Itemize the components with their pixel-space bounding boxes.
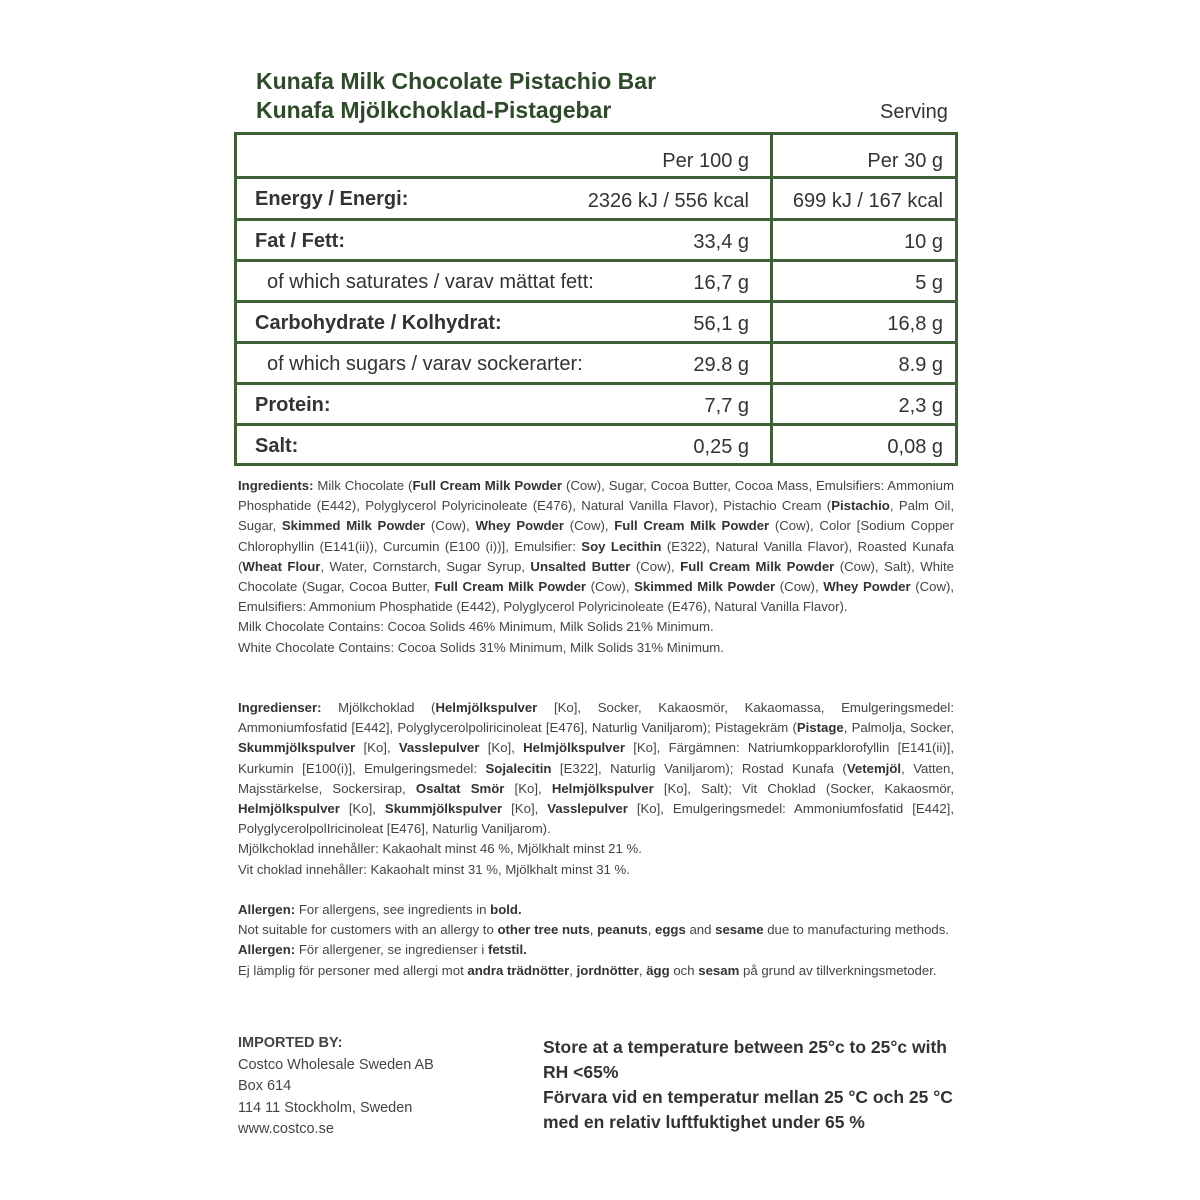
row-divider	[237, 341, 955, 344]
row-label-fat: Fat / Fett:	[255, 230, 345, 252]
storage-instructions	[543, 1035, 963, 1135]
row-divider	[237, 382, 955, 385]
importer-block	[238, 1033, 434, 1141]
energy-per-100g: 2326 kJ / 556 kcal	[587, 190, 749, 212]
row-divider	[237, 259, 955, 262]
salt-per-100g: 0,25 g	[693, 436, 749, 458]
protein-per-100g: 7,7 g	[704, 395, 749, 417]
row-label-saturates: of which saturates / varav mättat fett:	[267, 271, 594, 293]
sugars-per-30g: 8.9 g	[898, 354, 943, 376]
allergen-block	[238, 900, 954, 981]
carbohydrate-per-30g: 16,8 g	[887, 313, 943, 335]
carbohydrate-per-100g: 56,1 g	[693, 313, 749, 335]
row-label-energy: Energy / Energi:	[255, 188, 409, 210]
importer-website: www.costco.se	[238, 1121, 334, 1137]
row-divider	[237, 176, 955, 179]
row-label-sugars: of which sugars / varav sockerarter:	[267, 353, 583, 375]
allergen-english-note: Allergen: For allergens, see ingredients in bold.	[238, 902, 522, 917]
allergen-english-warning: Not suitable for customers with an allergy to other tree nuts, peanuts, eggs and sesame due to manufacturing methods.	[238, 922, 950, 938]
row-label-protein: Protein:	[255, 394, 331, 416]
salt-per-30g: 0,08 g	[887, 436, 943, 458]
row-divider	[237, 423, 955, 426]
importer-heading: IMPORTED BY:	[238, 1035, 343, 1051]
ingredients-english: Ingredients: Milk Chocolate (Full Cream Milk Powder (Cow), Sugar, Cocoa Butter, Cocoa Mass, Emulsifiers: Ammonium Phosphatide (E442), Polyglycerol Polyricinoleate (E476), Natural Vanilla Flavor), Pistachio Cream (Pistachio, Palm Oil, Sugar, Skimmed Milk Powder (Cow), Whey Powder (Cow), Full Cream Milk Powder (Cow), Color [Sodium Copper Chlorophyllin (E141(ii)), Curcumin (E100 (i))], Emulsifier: Soy Lecithin (E322), Natural Vanilla Flavor), Roasted Kunafa (Wheat Flour, Water, Cornstarch, Sugar Syrup, Unsalted Butter (Cow), Full Cream Milk Powder (Cow), Salt), White Chocolate (Sugar, Cocoa Butter, Full Cream Milk Powder (Cow), Skimmed Milk Powder (Cow), Whey Powder (Cow), Emulsifiers: Ammonium Phosphatide (E442), Polyglycerol Polyricinoleate (E476), Natural Vanilla Flavor).	[238, 478, 955, 615]
row-divider	[237, 218, 955, 221]
column-divider	[770, 135, 773, 463]
fat-per-100g: 33,4 g	[693, 231, 749, 253]
allergen-swedish-warning: Ej lämplig för personer med allergi mot andra trädnötter, jordnötter, ägg och sesam på grund av tillverkningsmetoder.	[238, 962, 937, 978]
column-header-per-30g: Per 30 g	[867, 150, 943, 172]
allergen-swedish-note: Allergen: För allergener, se ingredienser i fetstil.	[238, 942, 527, 958]
saturates-per-30g: 5 g	[915, 272, 943, 294]
saturates-per-100g: 16,7 g	[693, 272, 749, 294]
serving-label: Serving	[880, 101, 948, 123]
row-label-salt: Salt:	[255, 435, 299, 457]
row-divider	[237, 300, 955, 303]
storage-english: Store at a temperature between 25°c to 25°c with RH <65%	[543, 1037, 947, 1082]
importer-box: Box 614	[238, 1078, 292, 1094]
white-chocolate-contains-swedish: Vit choklad innehåller: Kakaohalt minst 31 %, Mjölkhalt minst 31 %.	[238, 861, 630, 877]
white-chocolate-contains-english: White Chocolate Contains: Cocoa Solids 31% Minimum, Milk Solids 31% Minimum.	[238, 639, 724, 655]
nutrition-table	[234, 132, 958, 466]
milk-chocolate-contains-english: Milk Chocolate Contains: Cocoa Solids 46% Minimum, Milk Solids 21% Minimum.	[238, 619, 714, 635]
importer-city: 114 11 Stockholm, Sweden	[238, 1099, 413, 1116]
row-label-carbohydrate: Carbohydrate / Kolhydrat:	[255, 312, 502, 334]
column-header-per-100g: Per 100 g	[662, 150, 749, 172]
energy-per-30g: 699 kJ / 167 kcal	[792, 190, 943, 212]
ingredients-swedish-block	[238, 698, 954, 880]
sugars-per-100g: 29.8 g	[693, 354, 749, 376]
product-title-english: Kunafa Milk Chocolate Pistachio Bar	[256, 68, 657, 94]
ingredients-swedish: Ingredienser: Mjölkchoklad (Helmjölkspulver [Ko], Socker, Kakaosmör, Kakaomassa, Emulgeringsmedel: Ammoniumfosfatid [E442], Polyglycerolpoliricinoleat [E476], Naturlig Vaniljarom); Pistagekräm (Pistage, Palmolja, Socker, Skummjölkspulver [Ko], Vasslepulver [Ko], Helmjölkspulver [Ko], Färgämnen: Natriumkopparklorofyllin [E141(ii)], Kurkumin [E100(i)], Emulgeringsmedel: Sojalecitin [E322], Naturlig Vaniljarom); Rostad Kunafa (Vetemjöl, Vatten, Majsstärkelse, Sockersirap, Osaltat Smör [Ko], Helmjölkspulver [Ko], Salt); Vit Choklad (Socker, Kakaosmör, Helmjölkspulver [Ko], Skummjölkspulver [Ko], Vasslepulver [Ko], Emulgeringsmedel: Ammoniumfosfatid [E442], PolyglycerolpolIricinoleat [E476], Naturlig Vaniljarom).	[238, 700, 955, 837]
storage-swedish: Förvara vid en temperatur mellan 25 °C och 25 °C med en relativ luftfuktighet under 65 %	[543, 1087, 953, 1132]
ingredients-english-block	[238, 476, 954, 658]
importer-name: Costco Wholesale Sweden AB	[238, 1056, 434, 1073]
milk-chocolate-contains-swedish: Mjölkchoklad innehåller: Kakaohalt minst 46 %, Mjölkhalt minst 21 %.	[238, 841, 642, 857]
fat-per-30g: 10 g	[904, 231, 943, 253]
product-title-swedish: Kunafa Mjölkchoklad-Pistagebar	[256, 97, 612, 123]
protein-per-30g: 2,3 g	[898, 395, 943, 417]
